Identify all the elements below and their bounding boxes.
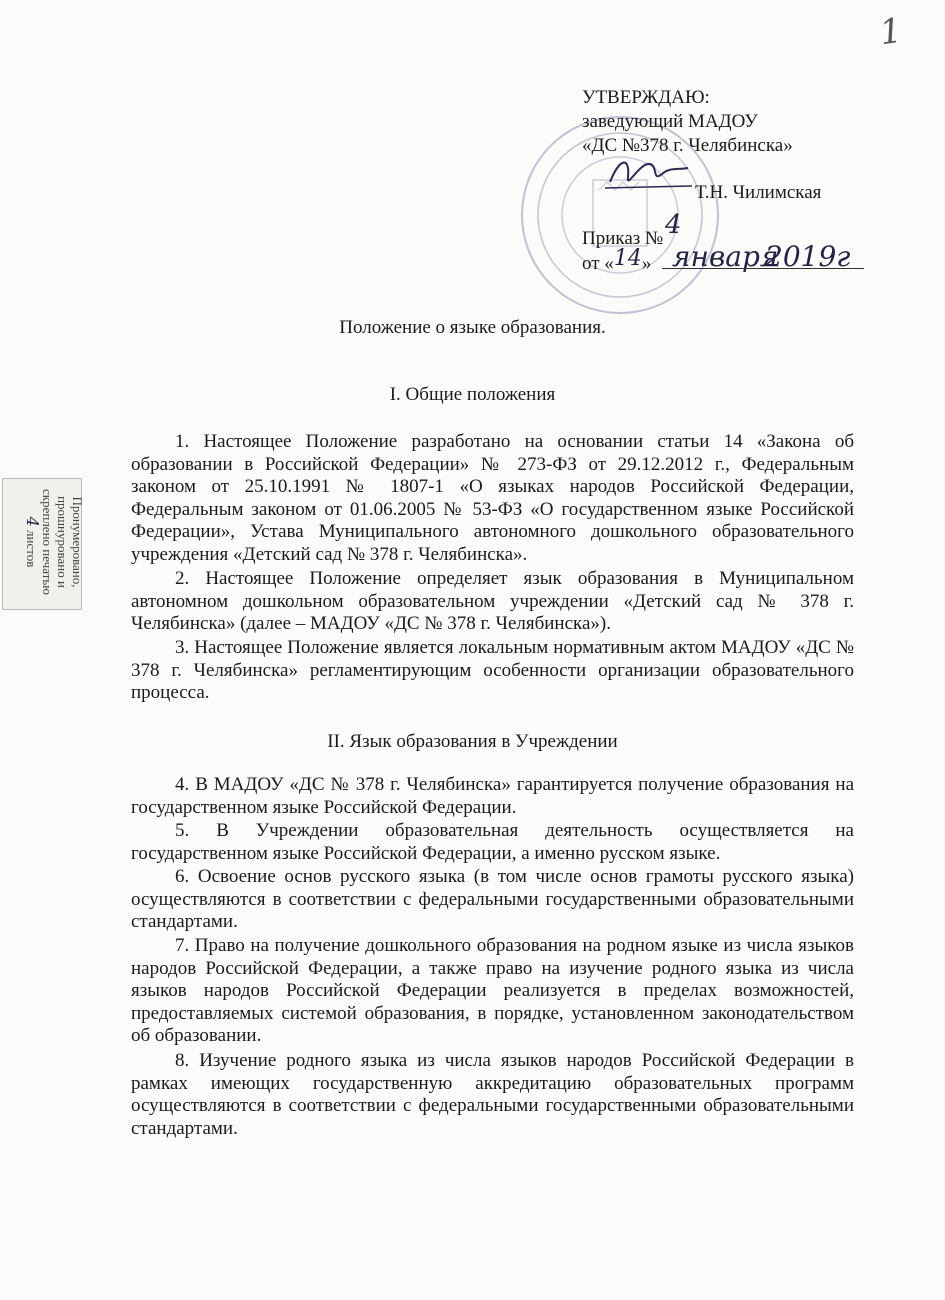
date-prefix: от « — [582, 253, 614, 274]
paragraph: 6. Освоение основ русского языка (в том числе основ грамоты русского языка) осуществляются в соответствии с федеральными государственными образовательными стандартами. — [131, 866, 854, 932]
date-day-handwritten: 14 — [613, 246, 642, 271]
paragraph: 1. Настоящее Положение разработано на основании статьи 14 «Закона об образовании в Российской Федерации» № 273-ФЗ от 29.12.2012 г., Федеральным законом от 25.10.1991 № 1807-1 «О языках народов Российской Федерации, Федеральным законом от 01.06.2005 № 53-ФЗ «О государственном языке Российской Федерации», Устава Муниципального автономного дошкольного образовательного учреждения «Детский сад № 378 г. Челябинска». — [131, 431, 854, 565]
paragraph: 3. Настоящее Положение является локальным нормативным актом МАДОУ «ДС № 378 г. Челябинска» регламентирующим особенности организации образовательного процесса. — [131, 637, 854, 703]
order-date-row — [582, 246, 652, 275]
date-underline — [662, 268, 864, 269]
section-heading: II. Язык образования в Учреждении — [327, 731, 618, 752]
approval-block — [582, 86, 902, 158]
date-month-handwritten: января — [672, 240, 779, 273]
paragraph: 5. В Учреждении образовательная деятельность осуществляется на государственном языке Российской Федерации, а именно русском языке. — [131, 820, 854, 864]
paragraph: 2. Настоящее Положение определяет язык образования в Муниципальном автономном дошкольном образовательном учреждении «Детский сад № 378 г. Челябинска» (далее – МАДОУ «ДС № 378 г. Челябинска»). — [131, 568, 854, 634]
approval-line: «ДС №378 г. Челябинска» — [582, 135, 793, 156]
signature-name: Т.Н. Чилимская — [695, 182, 822, 203]
approval-line: заведующий МАДОУ — [582, 111, 758, 132]
page-number: 1 — [877, 10, 905, 54]
binding-stamp-text: Пронумеровано, прошнуровано и скреплено печатью 4 листов — [23, 489, 85, 595]
date-year-handwritten: 2019г — [765, 240, 851, 273]
paragraph: 8. Изучение родного языка из числа языков народов Российской Федерации в рамках имеющих государственную аккредитацию образовательных программ осуществляются в соответствии с федеральными государственными образовательными стандартами. — [131, 1050, 854, 1139]
date-mid: » — [641, 253, 652, 274]
paragraph: 4. В МАДОУ «ДС № 378 г. Челябинска» гарантируется получение образования на государственном языке Российской Федерации. — [131, 774, 854, 818]
document-title: Положение о языке образования. — [339, 317, 606, 338]
signature — [600, 152, 695, 197]
binding-count-handwritten: 4 — [23, 516, 42, 527]
paragraph: 7. Право на получение дошкольного образования на родном языке из числа языков народов Российской Федерации, а также право на изучение родного языка из числа языков народов Российской Федерации реализуется в пределах возможностей, предоставляемых системой образования, в порядке, установленном законодательством об образовании. — [131, 935, 854, 1046]
binding-stamp — [2, 478, 85, 610]
section-heading: I. Общие положения — [389, 384, 556, 405]
approval-line: УТВЕРЖДАЮ: — [582, 87, 710, 108]
order-label: Приказ № — [582, 228, 664, 249]
order-number-handwritten: 4 — [665, 210, 682, 240]
